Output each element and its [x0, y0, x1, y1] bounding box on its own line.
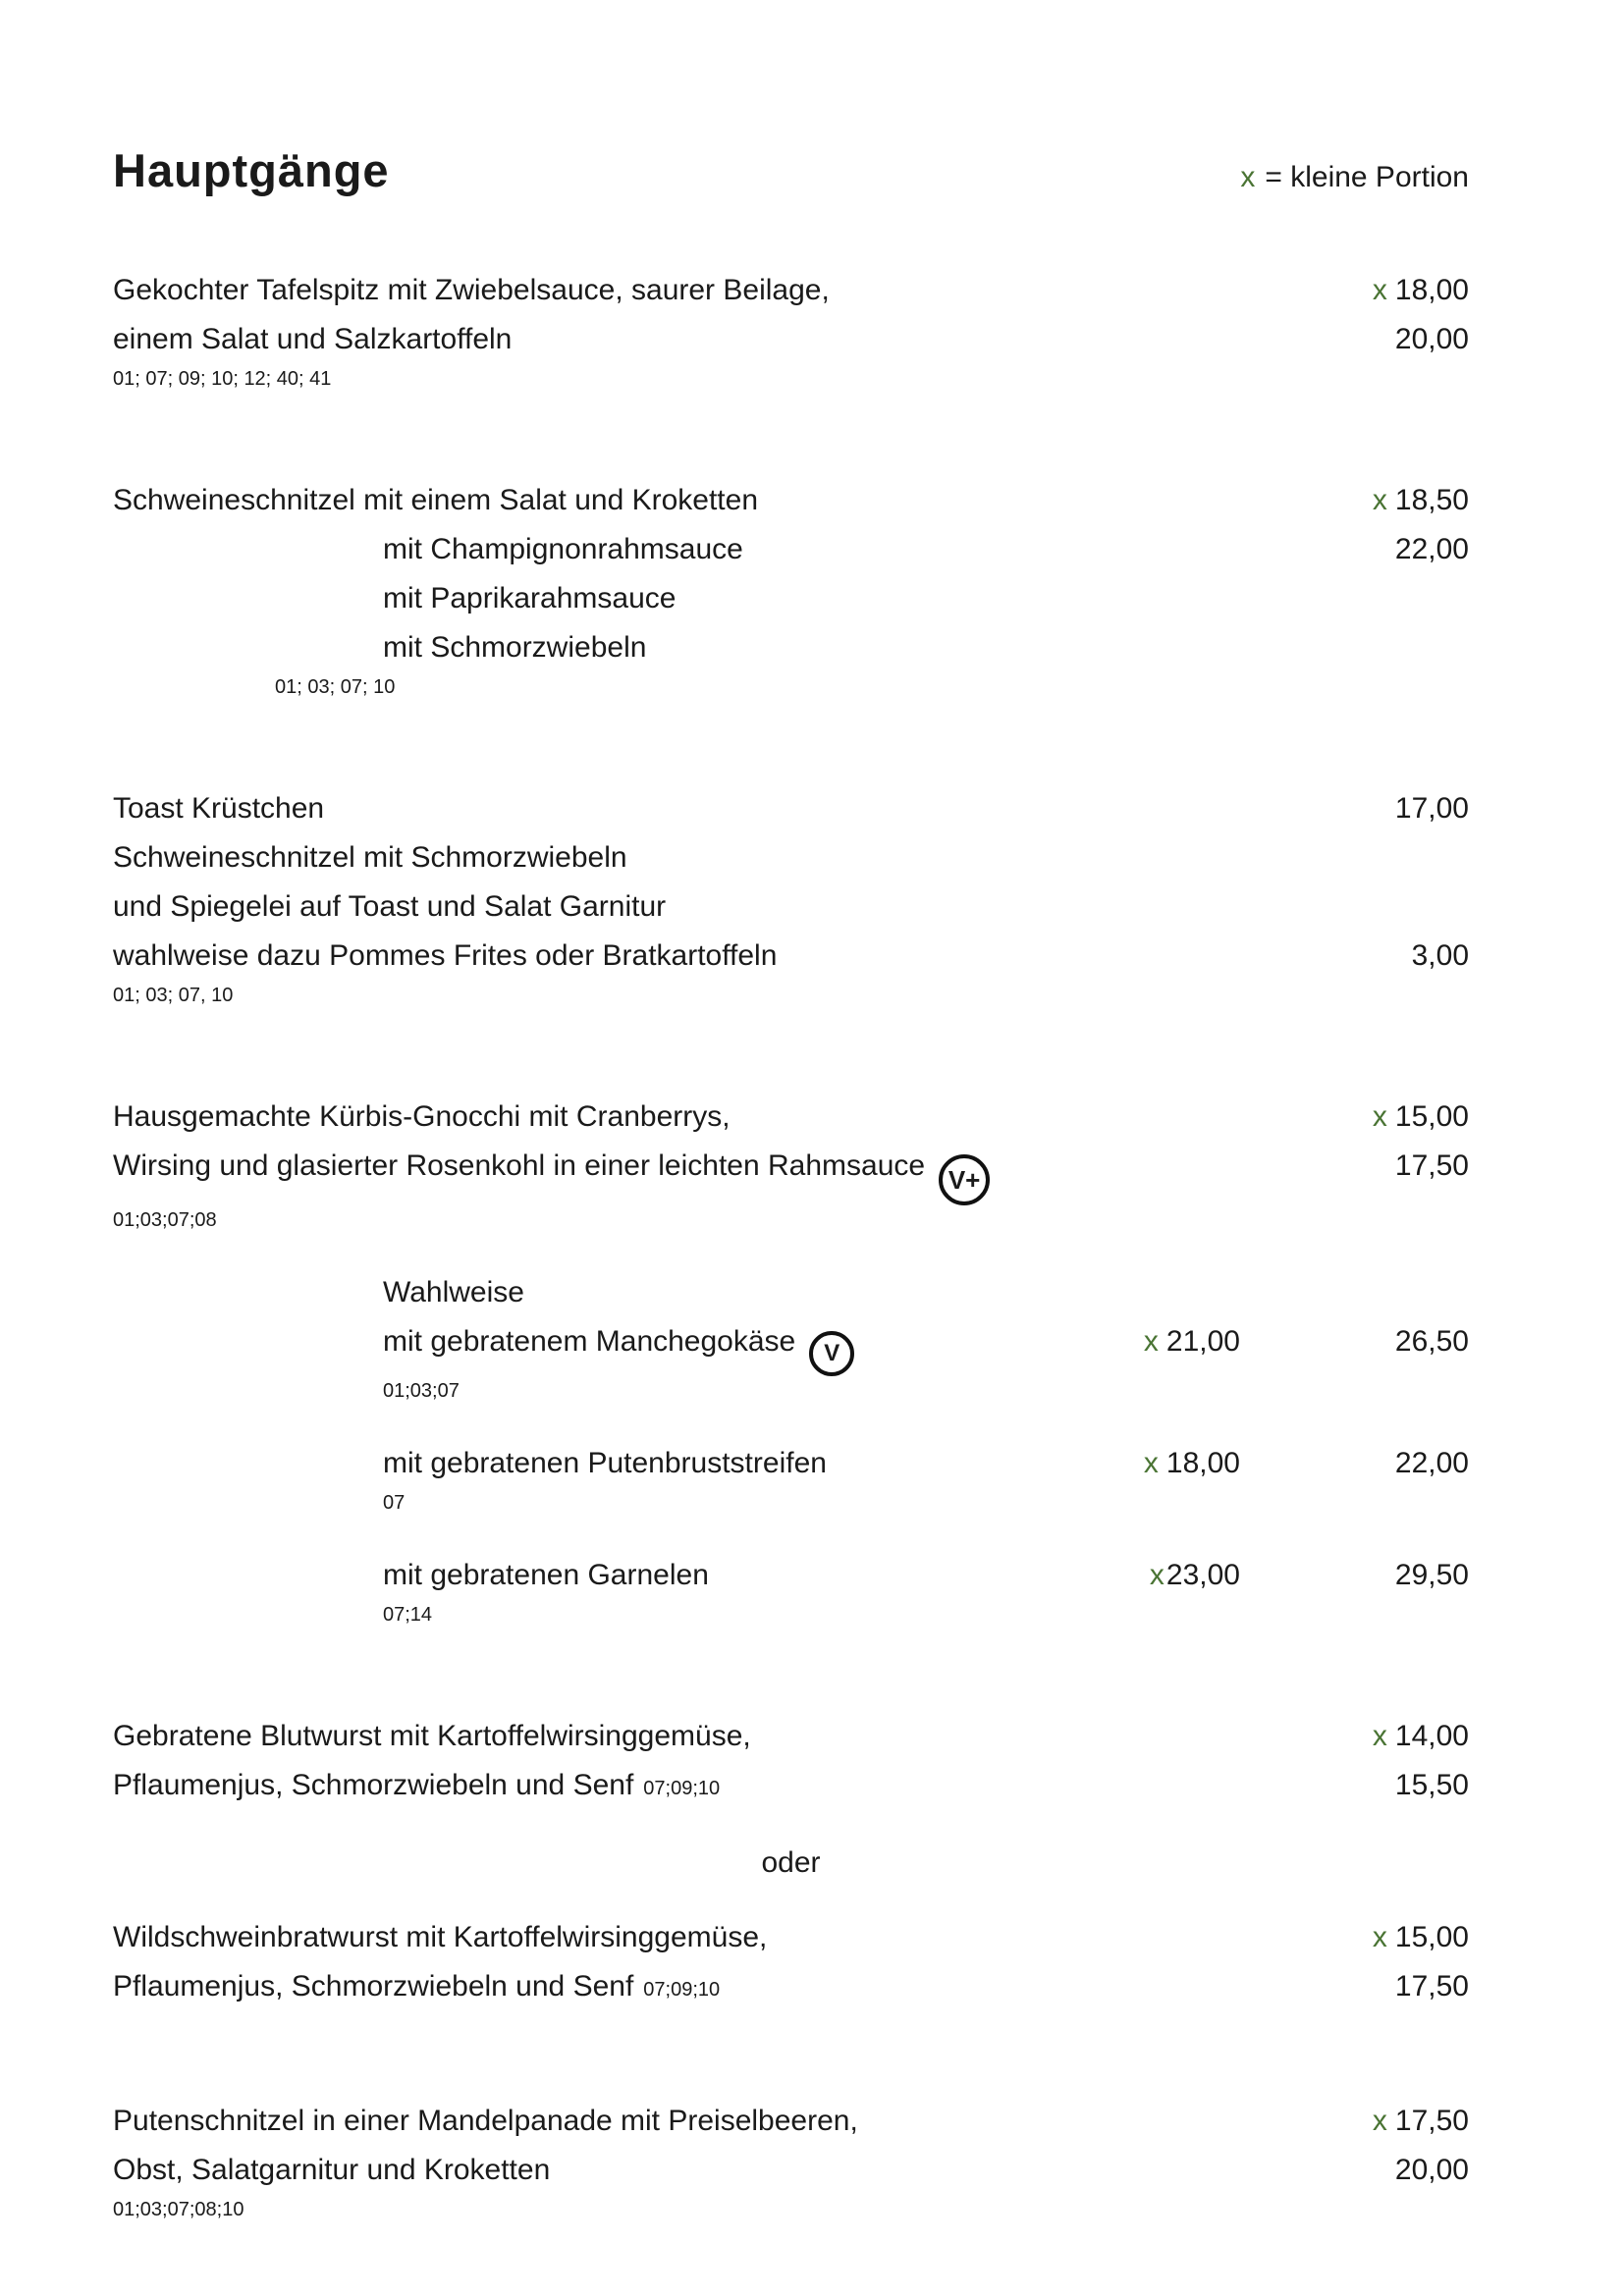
item-line-text: Toast Krüstchen — [113, 792, 325, 825]
item-line — [113, 1913, 1469, 1962]
item-line — [113, 574, 1469, 623]
menu-item-putenschnitzel — [113, 2097, 1469, 2224]
allergen-codes: 07 — [383, 1492, 406, 1514]
small-portion-x-marker: x — [1372, 484, 1387, 516]
item-line-text — [113, 1142, 1106, 1205]
option-text: mit gebratenen Putenbruststreifen — [383, 1447, 827, 1479]
small-portion-x-marker: x — [1372, 274, 1387, 306]
menu-item-kuerbis-gnocchi — [113, 1093, 1469, 1629]
item-line — [113, 315, 1469, 364]
small-portion-x-marker: x — [1372, 1921, 1387, 1953]
portion-legend-x-marker: x — [1240, 161, 1256, 193]
price-regular-value: 22,00 — [1394, 533, 1469, 565]
menu-item-blutwurst — [113, 1712, 1469, 1813]
item-line-text: Pflaumenjus, Schmorzwiebeln und Senf — [113, 1970, 634, 2002]
option-text: mit gebratenen Garnelen — [383, 1559, 709, 1591]
small-portion-x-marker: x — [1372, 1100, 1387, 1133]
item-line — [113, 1093, 1469, 1142]
allergen-codes: 07;14 — [383, 1604, 433, 1626]
price-regular-value: 20,00 — [1394, 2154, 1469, 2186]
price-small-portion — [1326, 266, 1469, 315]
price-small-portion — [1326, 2097, 1469, 2146]
options-heading: Wahlweise — [383, 1276, 524, 1308]
small-portion-x-marker: x — [1372, 1720, 1387, 1752]
item-line — [113, 1761, 1469, 1813]
price-small-portion — [1326, 1093, 1469, 1142]
item-line-text: Gebratene Blutwurst mit Kartoffelwirsinggemüse, — [113, 1720, 751, 1752]
option-manchegokaese — [383, 1317, 1469, 1406]
options-section — [113, 1268, 1469, 1629]
item-line-text: Gekochter Tafelspitz mit Zwiebelsauce, saurer Beilage, — [113, 274, 830, 306]
price-regular-value: 26,50 — [1394, 1325, 1469, 1358]
option-text: mit gebratenem Manchegokäse — [383, 1325, 796, 1358]
allergen-codes: 01;03;07 — [383, 1380, 460, 1402]
allergen-codes: 01;03;07;08;10 — [113, 2199, 244, 2220]
item-line — [113, 2146, 1469, 2195]
item-line-text — [383, 1317, 1106, 1376]
price-small-portion — [1106, 1317, 1240, 1366]
item-line — [113, 882, 1469, 932]
price-small-portion — [1326, 476, 1469, 525]
item-line-text: Hausgemachte Kürbis-Gnocchi mit Cranberrys, — [113, 1100, 731, 1133]
menu-item-schweineschnitzel — [113, 476, 1469, 702]
item-line-text: Wildschweinbratwurst mit Kartoffelwirsinggemüse, — [113, 1921, 768, 1953]
page-title: Hauptgänge — [113, 144, 390, 196]
item-line — [113, 2097, 1469, 2146]
price-small-portion — [1106, 1439, 1240, 1488]
price-regular-value: 29,50 — [1394, 1559, 1469, 1591]
price-small-portion — [1326, 1913, 1469, 1962]
option-putenbruststreifen — [383, 1439, 1469, 1518]
item-line — [113, 833, 1469, 882]
menu-item-toast-kruestchen — [113, 784, 1469, 1010]
item-line — [383, 1439, 1469, 1488]
item-line-text: Pflaumenjus, Schmorzwiebeln und Senf — [113, 1769, 634, 1801]
item-line — [113, 476, 1469, 525]
inline-allergen-codes: 07;09;10 — [643, 1979, 721, 2001]
menu-item-wildschweinbratwurst — [113, 1913, 1469, 2014]
price-regular-value: 20,00 — [1394, 323, 1469, 355]
price-small-portion — [1326, 1712, 1469, 1761]
price-supplement-value: 3,00 — [1411, 939, 1469, 972]
item-variant-text: mit Champignonrahmsauce — [383, 533, 743, 565]
price-regular-value: 17,50 — [1394, 1970, 1469, 2002]
page-header — [113, 143, 1469, 197]
price-small-value: 23,00 — [1165, 1559, 1240, 1591]
price-small-value: 17,50 — [1394, 2105, 1469, 2137]
item-line-text: wahlweise dazu Pommes Frites oder Bratkartoffeln — [113, 939, 778, 972]
item-line — [113, 932, 1469, 981]
price-regular-value: 17,50 — [1394, 1149, 1469, 1182]
small-portion-x-marker: x — [1143, 1447, 1159, 1479]
vegan-badge-icon: V+ — [939, 1154, 990, 1205]
item-line-text — [113, 1962, 1106, 2014]
item-line-text: Schweineschnitzel mit Schmorzwiebeln — [113, 841, 627, 874]
price-small-value: 15,00 — [1394, 1100, 1469, 1133]
price-small-value: 18,00 — [1394, 274, 1469, 306]
price-small-portion — [1106, 1551, 1240, 1600]
item-line-text: einem Salat und Salzkartoffeln — [113, 323, 513, 355]
price-regular-value: 17,00 — [1394, 792, 1469, 825]
item-line — [113, 525, 1469, 574]
small-portion-x-marker: x — [1149, 1559, 1164, 1591]
small-portion-x-marker: x — [1372, 2105, 1387, 2137]
option-garnelen — [383, 1551, 1469, 1629]
allergen-codes: 01;03;07;08 — [113, 1209, 217, 1231]
item-line — [113, 623, 1469, 672]
allergen-codes: 01; 07; 09; 10; 12; 40; 41 — [113, 368, 332, 390]
price-regular-value: 22,00 — [1394, 1447, 1469, 1479]
item-line-text: Wirsing und glasierter Rosenkohl in einer leichten Rahmsauce — [113, 1149, 926, 1182]
menu-item-tafelspitz — [113, 266, 1469, 394]
item-line — [113, 1712, 1469, 1761]
item-line — [113, 266, 1469, 315]
item-line-text: Schweineschnitzel mit einem Salat und Kroketten — [113, 484, 759, 516]
small-portion-x-marker: x — [1143, 1325, 1159, 1358]
portion-legend — [1240, 161, 1469, 194]
item-line — [383, 1317, 1469, 1376]
price-small-value: 15,00 — [1394, 1921, 1469, 1953]
price-small-value: 21,00 — [1165, 1325, 1240, 1358]
item-line — [383, 1551, 1469, 1600]
item-line — [113, 784, 1469, 833]
item-line — [113, 1962, 1469, 2014]
item-line-text: und Spiegelei auf Toast und Salat Garnitur — [113, 890, 667, 923]
item-line-text: Obst, Salatgarnitur und Kroketten — [113, 2154, 551, 2186]
portion-legend-text: = kleine Portion — [1265, 161, 1469, 193]
item-variant-text: mit Paprikarahmsauce — [383, 582, 677, 614]
price-small-value: 14,00 — [1394, 1720, 1469, 1752]
item-line-text — [113, 1761, 1106, 1813]
allergen-codes: 01; 03; 07; 10 — [275, 676, 396, 698]
item-line-text: Putenschnitzel in einer Mandelpanade mit Preiselbeeren, — [113, 2105, 858, 2137]
allergen-codes: 01; 03; 07, 10 — [113, 985, 234, 1006]
item-variant-text: mit Schmorzwiebeln — [383, 631, 647, 664]
price-regular-value: 15,50 — [1394, 1769, 1469, 1801]
separator-oder: oder — [761, 1846, 821, 1879]
price-small-value: 18,50 — [1394, 484, 1469, 516]
price-small-value: 18,00 — [1165, 1447, 1240, 1479]
item-line — [113, 1142, 1469, 1205]
vegetarian-badge-icon: V — [809, 1331, 854, 1376]
inline-allergen-codes: 07;09;10 — [643, 1778, 721, 1799]
